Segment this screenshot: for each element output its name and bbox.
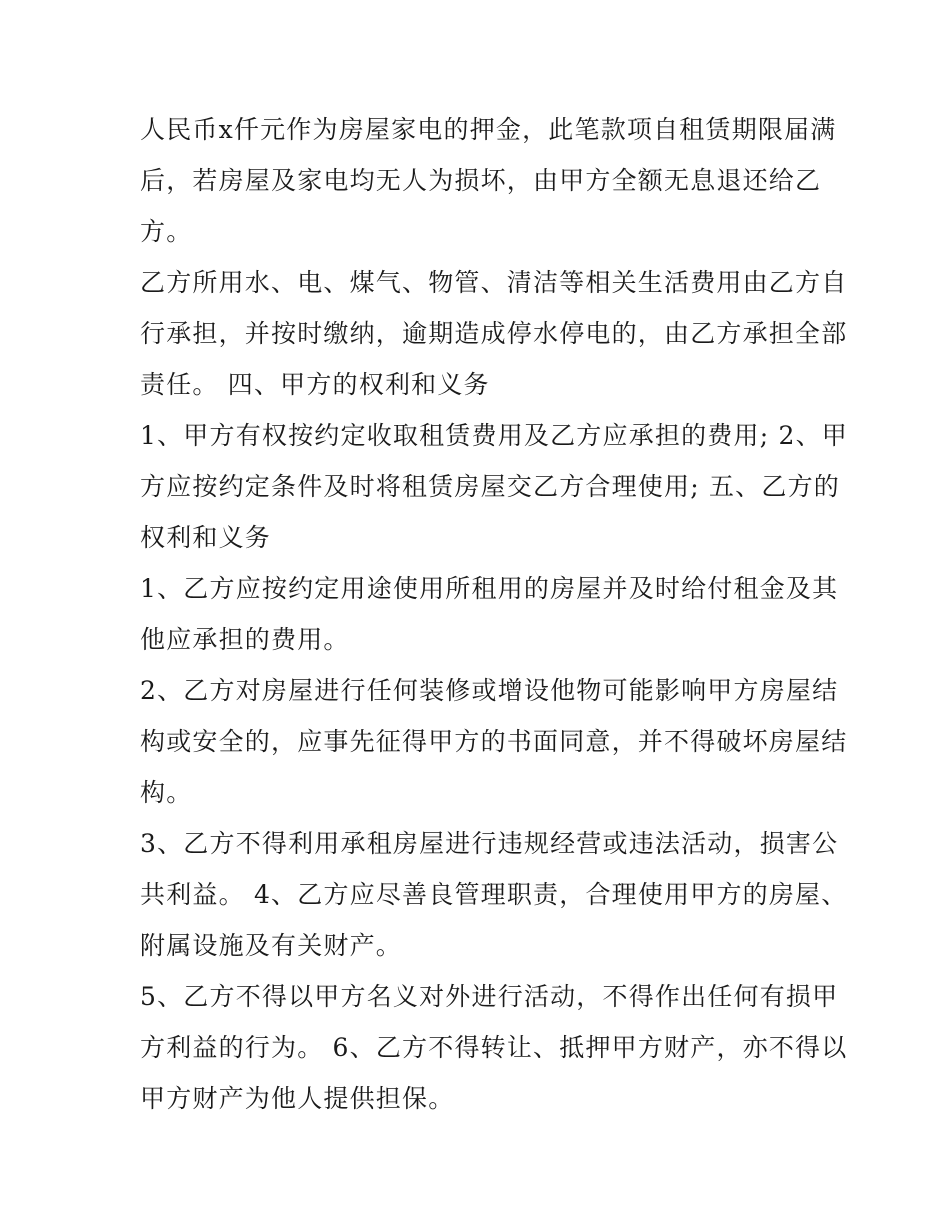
text-line: 行承担，并按时缴纳，逾期造成停水停电的，由乙方承担全部 [140,319,848,348]
text-line: 权利和义务 [140,523,272,552]
text-line: 方应按约定条件及时将租赁房屋交乙方合理使用; 五、乙方的 [140,472,840,501]
text-line: 1、乙方应按约定用途使用所租用的房屋并及时给付租金及其 [140,574,839,603]
text-line: 他应承担的费用。 [140,625,350,654]
text-line: 附属设施及有关财产。 [140,931,403,960]
text-line: 构。 [140,778,193,807]
text-line: 方。 [140,217,193,246]
document-body [140,104,848,1124]
text-line: 共利益。 4、乙方应尽善良管理职责，合理使用甲方的房屋、 [140,880,848,909]
text-line: 1、甲方有权按约定收取租赁费用及乙方应承担的费用; 2、甲 [140,421,848,450]
text-line: 构或安全的，应事先征得甲方的书面同意，并不得破坏房屋结 [140,727,848,756]
text-line: 甲方财产为他人提供担保。 [140,1084,455,1113]
text-line: 乙方所用水、电、煤气、物管、清洁等相关生活费用由乙方自 [140,268,848,297]
text-line: 5、乙方不得以甲方名义对外进行活动，不得作出任何有损甲 [140,982,839,1011]
text-line: 后，若房屋及家电均无人为损坏，由甲方全额无息退还给乙 [140,166,822,195]
text-line: 人民币x仟元作为房屋家电的押金，此笔款项自租赁期限届满 [140,115,837,144]
text-line: 方利益的行为。 6、乙方不得转让、抵押甲方财产，亦不得以 [140,1033,848,1062]
text-line: 责任。 四、甲方的权利和义务 [140,370,490,399]
text-line: 3、乙方不得利用承租房屋进行违规经营或违法活动，损害公 [140,829,839,858]
text-line: 2、乙方对房屋进行任何装修或增设他物可能影响甲方房屋结 [140,676,839,705]
